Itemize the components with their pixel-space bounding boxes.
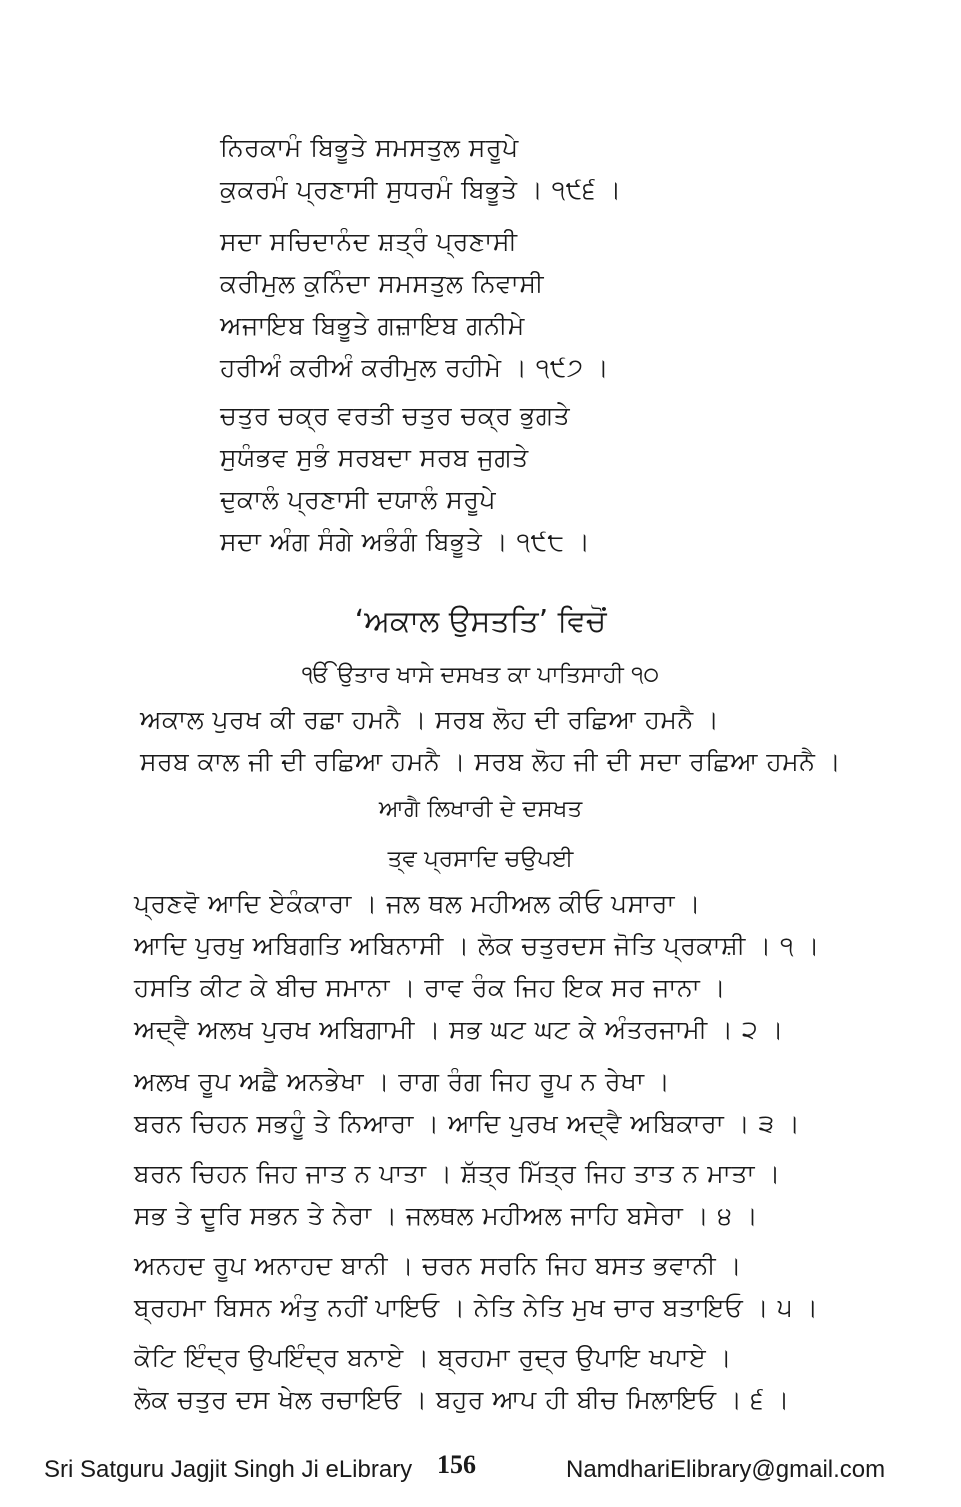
section-title: ‘ਅਕਾਲ ਉਸਤਤਿ’ ਵਿਚੋਂ — [354, 604, 607, 639]
verse-line: ਪ੍ਰਣਵੋ ਆਦਿ ਏਕੰਕਾਰਾ । ਜਲ ਥਲ ਮਹੀਅਲ ਕੀਓ ਪਸਾਰਾ । — [134, 889, 701, 918]
verse-line: ਹਰੀਅੰ ਕਰੀਅੰ ਕਰੀਮੁਲ ਰਹੀਮੇ । ੧੯੭ । — [220, 353, 610, 382]
verse-line: ਆਦਿ ਪੁਰਖੁ ਅਬਿਗਤਿ ਅਬਿਨਾਸੀ । ਲੋਕ ਚਤੁਰਦਸ ਜੋਤਿ ਪ੍ਰਕਾਸ਼ੀ । ੧ । — [134, 931, 820, 960]
section-subtitle: ੴ ਉਤਾਰ ਖਾਸੇ ਦਸਖਤ ਕਾ ਪਾਤਿਸਾਹੀ ੧੦ — [301, 662, 660, 688]
verse-line: ਦੁਕਾਲੰ ਪ੍ਰਣਾਸੀ ਦਯਾਲੰ ਸਰੂਪੇ — [220, 485, 496, 514]
verse-line: ਨਿਰਕਾਮੰ ਬਿਭੂਤੇ ਸਮਸਤੁਲ ਸਰੂਪੇ — [220, 133, 519, 162]
verse-line: ਬਰਨ ਚਿਹਨ ਸਭਹੂੰ ਤੇ ਨਿਆਰਾ । ਆਦਿ ਪੁਰਖ ਅਦ੍ਵੈ ਅਬਿਕਾਰਾ । ੩ । — [134, 1109, 801, 1138]
protection-line: ਸਰਬ ਕਾਲ ਜੀ ਦੀ ਰਛਿਆ ਹਮਨੈ । ਸਰਬ ਲੋਹ ਜੀ ਦੀ ਸਦਾ ਰਛਿਆ ਹਮਨੈ । — [140, 747, 842, 776]
verse-line: ਅਲਖ ਰੂਪ ਅਛੈ ਅਨਭੇਖਾ । ਰਾਗ ਰੰਗ ਜਿਹ ਰੂਪ ਨ ਰੇਖਾ । — [134, 1067, 671, 1096]
verse-line: ਸਦਾ ਸਚਿਦਾਨੰਦ ਸ਼ਤ੍ਰੰ ਪ੍ਰਣਾਸੀ — [220, 227, 518, 256]
verse-line: ਸਦਾ ਅੰਗ ਸੰਗੇ ਅਭੰਗੰ ਬਿਭੂਤੇ । ੧੯੮ । — [220, 527, 591, 556]
verse-line: ਅਦ੍ਵੈ ਅਲਖ ਪੁਰਖ ਅਬਿਗਾਮੀ । ਸਭ ਘਟ ਘਟ ਕੇ ਅੰਤਰਜਾਮੀ । ੨ । — [134, 1015, 784, 1044]
chaupai-heading: ਤ੍ਵ ਪ੍ਰਸਾਦਿ ਚਉਪਈ — [387, 846, 574, 872]
page-number: 156 — [437, 1450, 476, 1479]
library-name: Sri Satguru Jagjit Singh Ji eLibrary — [44, 1456, 413, 1483]
verse-line: ਬਰਨ ਚਿਹਨ ਜਿਹ ਜਾਤ ਨ ਪਾਤਾ । ਸ਼ੱਤ੍ਰ ਮਿੱਤ੍ਰ ਜਿਹ ਤਾਤ ਨ ਮਾਤਾ । — [134, 1159, 781, 1188]
page-footer — [0, 1450, 961, 1490]
verse-line: ਲੋਕ ਚਤੁਰ ਦਸ ਖੇਲ ਰਚਾਇਓ । ਬਹੁਰ ਆਪ ਹੀ ਬੀਚ ਮਿਲਾਇਓ । ੬ । — [134, 1385, 790, 1414]
verse-line: ਹਸਤਿ ਕੀਟ ਕੇ ਬੀਚ ਸਮਾਨਾ । ਰਾਵ ਰੰਕ ਜਿਹ ਇਕ ਸਰ ਜਾਨਾ । — [134, 973, 727, 1002]
verse-line: ਸਭ ਤੇ ਦੂਰਿ ਸਭਨ ਤੇ ਨੇਰਾ । ਜਲਥਲ ਮਹੀਅਲ ਜਾਹਿ ਬਸੇਰਾ । ੪ । — [134, 1201, 759, 1230]
verse-line: ਕੁਕਰਮੰ ਪ੍ਰਣਾਸੀ ਸੁਧਰਮੰ ਬਿਭੂਤੇ । ੧੯੬ । — [220, 175, 622, 204]
scribe-note: ਆਗੈ ਲਿਖਾਰੀ ਦੇ ਦਸਖਤ — [378, 796, 583, 822]
verse-line: ਕੋਟਿ ਇੰਦ੍ਰ ਉਪਇੰਦ੍ਰ ਬਨਾਏ । ਬ੍ਰਹਮਾ ਰੁਦ੍ਰ ਉਪਾਇ ਖਪਾਏ । — [134, 1343, 733, 1372]
protection-line: ਅਕਾਲ ਪੁਰਖ ਕੀ ਰਛਾ ਹਮਨੈ । ਸਰਬ ਲੋਹ ਦੀ ਰਛਿਆ ਹਮਨੈ । — [140, 705, 720, 734]
verse-line: ਕਰੀਮੁਲ ਕੁਨਿੰਦਾ ਸਮਸਤੁਲ ਨਿਵਾਸੀ — [220, 269, 544, 298]
verse-line: ਅਨਹਦ ਰੂਪ ਅਨਾਹਦ ਬਾਨੀ । ਚਰਨ ਸਰਨਿ ਜਿਹ ਬਸਤ ਭਵਾਨੀ । — [134, 1251, 742, 1280]
verse-line: ਚਤੁਰ ਚਕ੍ਰ ਵਰਤੀ ਚਤੁਰ ਚਕ੍ਰ ਭੁਗਤੇ — [220, 401, 571, 430]
verse-line: ਅਜਾਇਬ ਬਿਭੂਤੇ ਗਜ਼ਾਇਬ ਗਨੀਮੇ — [220, 311, 525, 340]
contact-email: NamdhariElibrary@gmail.com — [566, 1456, 886, 1483]
verse-line: ਸੁਯੰਭਵ ਸੁਭੰ ਸਰਬਦਾ ਸਰਬ ਜੁਗਤੇ — [220, 443, 529, 472]
verse-line: ਬ੍ਰਹਮਾ ਬਿਸਨ ਅੰਤੁ ਨਹੀਂ ਪਾਇਓ । ਨੇਤਿ ਨੇਤਿ ਮੁਖ ਚਾਰ ਬਤਾਇਓ । ੫ । — [134, 1293, 819, 1322]
